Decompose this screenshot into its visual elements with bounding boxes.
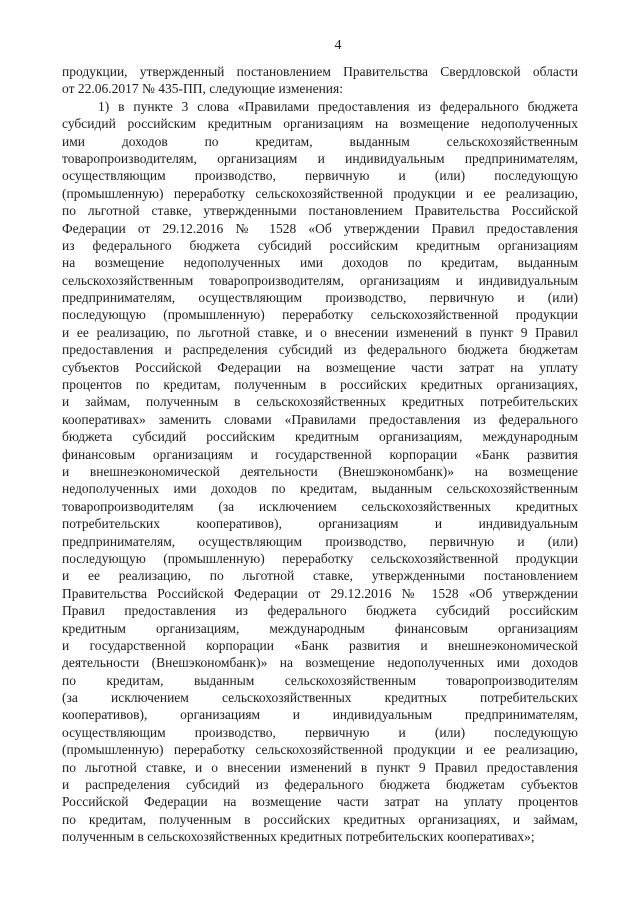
text-line: осуществляющим производство, первичную и (или) последующую xyxy=(62,724,578,740)
text-line: товаропроизводителям (за исключением сельскохозяйственных кредитных xyxy=(62,498,578,514)
text-line: по кредитам, выданным сельскохозяйственным товаропроизводителям xyxy=(62,672,578,688)
text-line: предпринимателям, осуществляющим производство, первичную и (или) xyxy=(62,533,578,549)
page-number: 4 xyxy=(334,38,342,53)
text-line: и ее реализацию, по льготной ставке, и о внесении изменений в пункт 9 Правил xyxy=(62,324,578,340)
text-line: Правил предоставления из федерального бюджета субсидий российским xyxy=(62,603,578,619)
text-line: осуществляющим производство, первичную и (или) последующую xyxy=(62,168,578,184)
text-line: последующую (промышленную) переработку сельскохозяйственной продукции xyxy=(62,550,578,566)
text-line: последующую (промышленную) переработку сельскохозяйственной продукции xyxy=(62,307,578,323)
text-line: из федерального бюджета субсидий российским кредитным организациям xyxy=(62,237,578,253)
text-line: по льготной ставке, и о внесении изменений в пункт 9 Правил предоставления xyxy=(62,759,578,775)
text-line: на возмещение недополученных ими доходов по кредитам, выданным xyxy=(62,255,578,271)
text-line: Правительства Российской Федерации от 29.12.2016 № 1528 «Об утверждении xyxy=(62,585,578,601)
text-line: (промышленную) переработку сельскохозяйственной продукции и ее реализацию, xyxy=(62,185,578,201)
text-line: и займам, полученным в сельскохозяйственных кредитных потребительских xyxy=(62,394,578,410)
text-line: кооперативов), организациям и индивидуальным предпринимателям, xyxy=(62,707,578,723)
text-line: продукции, утвержденный постановлением Правительства Свердловской области xyxy=(62,64,578,79)
text-line: кооперативах» заменить словами «Правилами предоставления из федерального xyxy=(62,411,578,427)
document-body-text xyxy=(62,63,578,846)
text-line: полученным в сельскохозяйственных кредитных потребительских кооперативах»; xyxy=(62,829,535,845)
text-line: недополученных ими доходов по кредитам, выданным сельскохозяйственным xyxy=(62,481,578,497)
text-line: кредитным организациям, международным финансовым организациям xyxy=(62,620,578,636)
text-line: сельскохозяйственным товаропроизводителям, организациям и индивидуальным xyxy=(62,272,578,288)
text-line: товаропроизводителям, организациям и индивидуальным предпринимателям, xyxy=(62,150,578,166)
text-line: Российской Федерации на возмещение части затрат на уплату процентов xyxy=(62,794,578,810)
text-line: и распределения субсидий из федерального бюджета бюджетам субъектов xyxy=(62,777,578,793)
text-line: бюджета субсидий российским кредитным организациям, международным xyxy=(62,429,578,445)
text-line: предоставления и распределения субсидий из федерального бюджета бюджетам xyxy=(62,342,578,358)
text-line: по льготной ставке, утвержденными постановлением Правительства Российской xyxy=(62,203,578,219)
text-line: и ее реализацию, по льготной ставке, утвержденными постановлением xyxy=(62,568,578,584)
text-line: деятельности (Внешэкономбанк)» на возмещение недополученных ими доходов xyxy=(62,655,578,671)
text-line: и государственной корпорации «Банк развития и внешнеэкономической xyxy=(62,637,578,653)
text-line: (за исключением сельскохозяйственных кредитных потребительских xyxy=(62,690,578,706)
text-line: и внешнеэкономической деятельности (Внешэкономбанк)» на возмещение xyxy=(62,463,578,479)
text-line: субъектов Российской Федерации на возмещение части затрат на уплату xyxy=(62,359,578,375)
text-line: потребительских кооперативов), организациям и индивидуальным xyxy=(62,516,578,532)
text-line: по кредитам, полученным в российских кредитных организациях, и займам, xyxy=(62,811,578,827)
text-line: 1) в пункте 3 слова «Правилами предоставления из федерального бюджета xyxy=(98,98,578,114)
text-line: (промышленную) переработку сельскохозяйственной продукции и ее реализацию, xyxy=(62,742,578,758)
text-line: от 22.06.2017 № 435-ПП, следующие изменения: xyxy=(62,81,343,97)
text-line: предпринимателям, осуществляющим производство, первичную и (или) xyxy=(62,290,578,306)
text-line: финансовым организациям и государственной корпорации «Банк развития xyxy=(62,446,578,462)
text-line: процентов по кредитам, полученным в российских кредитных организациях, xyxy=(62,377,578,393)
text-line: Федерации от 29.12.2016 № 1528 «Об утверждении Правил предоставления xyxy=(62,220,578,236)
text-line: ими доходов по кредитам, выданным сельскохозяйственным xyxy=(62,133,578,149)
text-line: субсидий российским кредитным организациям на возмещение недополученных xyxy=(62,116,578,132)
